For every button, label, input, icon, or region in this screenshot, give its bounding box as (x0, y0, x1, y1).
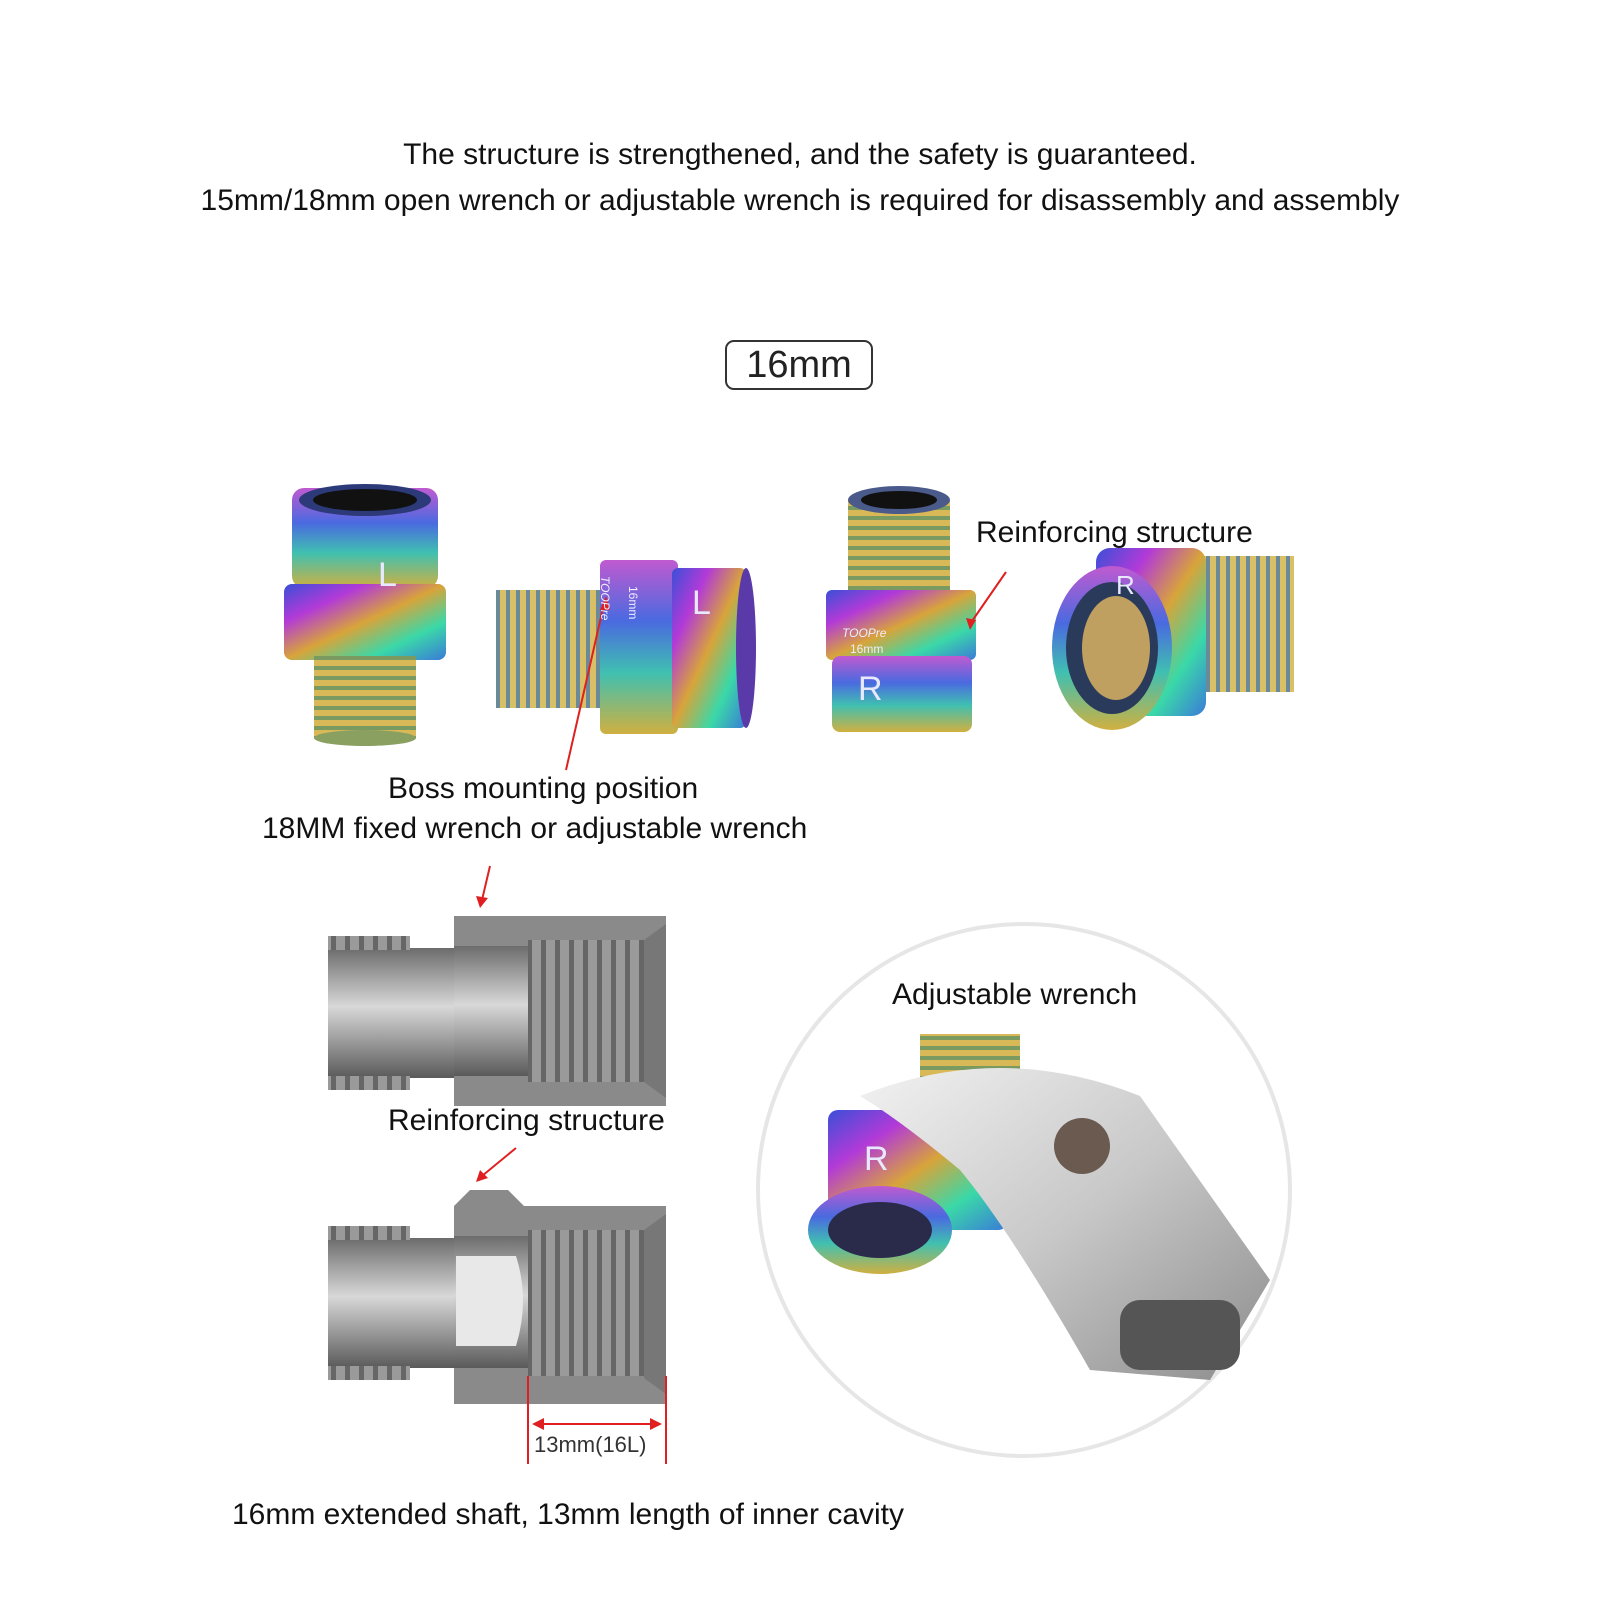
marking-right-letter-2: R (1116, 570, 1135, 600)
label-reinforcing-structure-top: Reinforcing structure (976, 516, 1253, 549)
headline-line-2: 15mm/18mm open wrench or adjustable wrench is required for disassembly and assembly (200, 184, 1400, 217)
adapter-right-horizontal (1052, 548, 1294, 730)
label-boss-mounting: Boss mounting position (388, 772, 699, 805)
label-adjustable-wrench: Adjustable wrench (892, 978, 1138, 1011)
dimension-label: 13mm(16L) (534, 1432, 647, 1457)
marking-left-letter-2: L (692, 584, 711, 622)
size-badge: 16mm (725, 340, 873, 390)
cross-section-diagram-1 (328, 866, 666, 1106)
adapter-right-vertical (826, 486, 976, 732)
marking-left-letter-1: L (378, 556, 397, 594)
marking-brand-1: TOOPre (598, 576, 612, 621)
marking-brand-2: TOOPre (842, 626, 887, 640)
cross-section-diagram-2 (328, 1148, 666, 1464)
label-fixed-wrench: 18MM fixed wrench or adjustable wrench (262, 812, 808, 845)
label-reinforcing-structure-diagram: Reinforcing structure (388, 1104, 665, 1137)
marking-size-2: 16mm (850, 642, 884, 656)
marking-right-letter-3: R (864, 1140, 889, 1178)
marking-right-letter-1: R (858, 670, 883, 708)
marking-size-1: 16mm (626, 586, 640, 620)
adapter-left-vertical (284, 484, 446, 746)
diagram-caption: 16mm extended shaft, 13mm length of inner cavity (232, 1498, 905, 1531)
headline-line-1: The structure is strengthened, and the safety is guaranteed. (403, 138, 1197, 171)
